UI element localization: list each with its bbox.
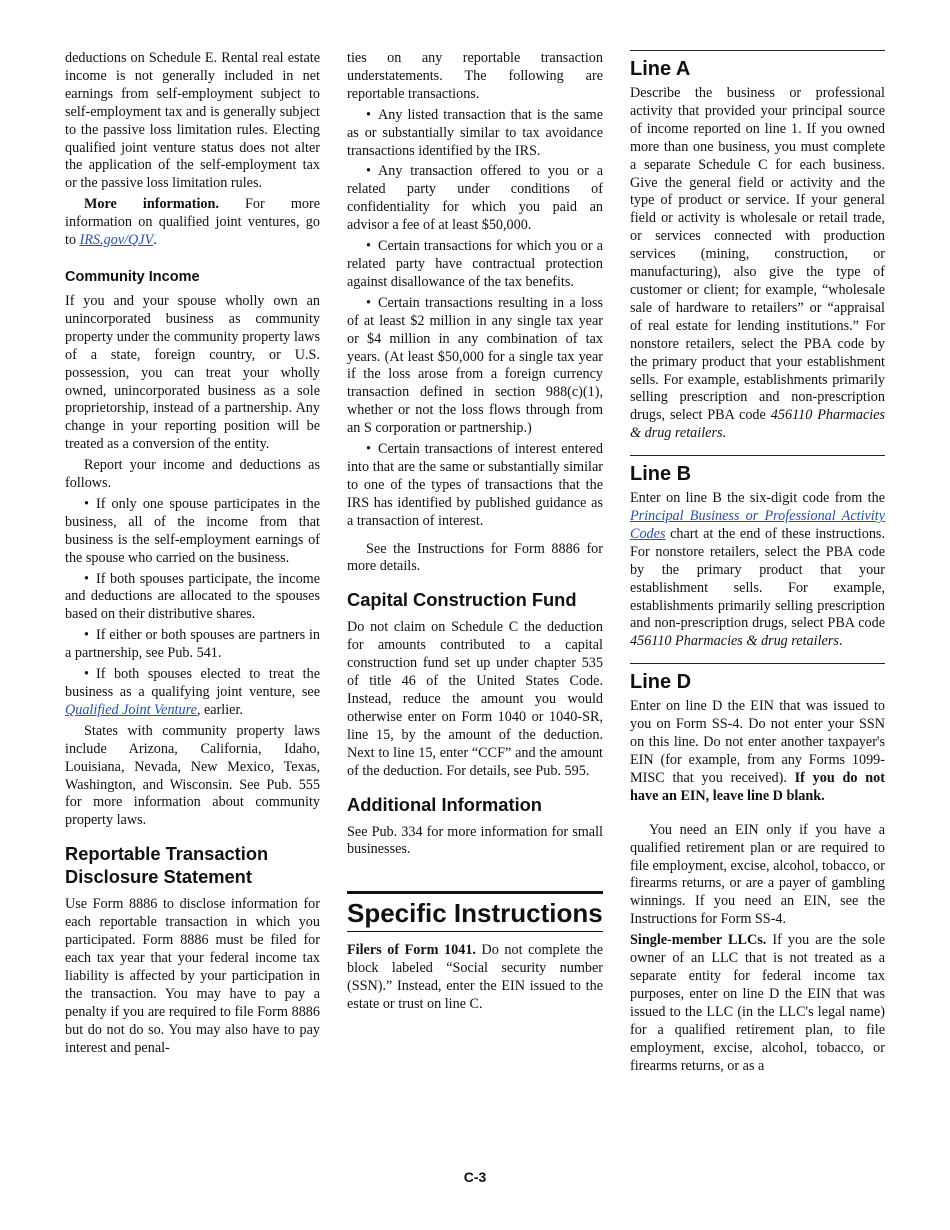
paragraph: Use Form 8886 to disclose information for each reportable transaction in which you participated. Form 8886 must be filed for each tax year that your federal income tax liability is affected by your participation in the transaction. You may have to pay a penalty if you are required to file Form 8886 but do not do so. You may also have to pay interest and penal- — [65, 896, 320, 1056]
bullet-icon: • — [84, 570, 89, 587]
paragraph: See Pub. 334 for more information for small businesses. — [347, 823, 603, 858]
paragraph: Do not claim on Schedule C the deduction for amounts contributed to a capital construction fund set up under chapter 535 of title 46 of the United States Code. Instead, reduce the amount you would otherwise enter on Form 1040 or 1040-SR, line 15, by the amount of the deduction. Next to line 15, enter “CCF” and the amount of the deduction. For details, see Pub. 595. — [347, 619, 603, 779]
paragraph: You need an EIN only if you have a qualified retirement plan or are required to file employment, excise, alcohol, tobacco, or firearms returns, or are a payer of gambling winnings. If you need an EIN, see the Instructions for Form SS-4. — [630, 821, 885, 928]
line-d-heading: Line D — [630, 663, 885, 694]
bullet-icon: • — [366, 106, 371, 123]
community-income-heading: Community Income — [65, 268, 200, 285]
list-item: • If both spouses elected to treat the business as a qualifying joint venture, see Qualified Joint Venture, earlier. — [65, 666, 320, 718]
qualified-joint-venture-link[interactable]: Qualified Joint Venture — [65, 701, 197, 718]
list-item: • Any listed transaction that is the same as or substantially similar to tax avoidance transactions identified by the IRS. — [347, 106, 603, 159]
pba-codes-link[interactable]: Principal Business or Professional Activity Codes — [630, 508, 885, 542]
paragraph: States with community property laws include Arizona, California, Idaho, Louisiana, Nevada, New Mexico, Texas, Washington, and Wisconsin. See Pub. 555 for more information about community property laws. — [65, 722, 320, 829]
list-item: • If both spouses participate, the income and deductions are allocated to the spouses based on their distributive shares. — [65, 570, 320, 623]
capital-construction-fund-heading: Capital Construction Fund — [347, 589, 577, 611]
specific-instructions-heading: Specific Instructions — [347, 891, 603, 932]
bullet-icon: • — [366, 294, 371, 311]
list-item: • If either or both spouses are partners in a partnership, see Pub. 541. — [65, 627, 320, 662]
reportable-transaction-heading: Reportable Transaction Disclosure Statement — [65, 843, 269, 888]
run-in-heading: Single-member LLCs. — [630, 932, 767, 949]
line-b-heading: Line B — [630, 455, 885, 486]
column-2 — [347, 50, 603, 1017]
run-in-heading: More information. — [84, 196, 219, 213]
bullet-icon: • — [366, 163, 371, 180]
paragraph: See the Instructions for Form 8886 for more details. — [347, 540, 603, 575]
bullet-icon: • — [366, 441, 371, 458]
list-item: • If only one spouse participates in the business, all of the income from that business is the self-employment earnings of the spouse who carried on the business. — [65, 495, 320, 566]
column-1 — [65, 50, 320, 1060]
list-item: • Certain transactions resulting in a loss of at least $2 million in any single tax year or $4 million in any combination of tax years. (At least $50,000 for a single tax year if the loss arose from a foreign currency transaction defined in section 988(c)(1), whether or not the loss flows through from an S corporation or partnership.) — [347, 294, 603, 437]
bullet-icon: • — [84, 627, 89, 644]
run-in-heading: Filers of Form 1041. — [347, 942, 476, 959]
paragraph: ties on any reportable transaction understatements. The following are reportable transactions. — [347, 50, 603, 102]
paragraph: Report your income and deductions as follows. — [65, 457, 320, 492]
line-d-paragraph: Enter on line D the EIN that was issued to you on Form SS-4. Do not enter your SSN on this line. Do not enter another taxpayer's EIN (for example, from any Forms 1099-MISC that you received). If you do not have an EIN, leave line D blank. — [630, 698, 885, 804]
paragraph: deductions on Schedule E. Rental real estate income is not generally included in net earnings from self-employment subject to self-employment tax and is generally subject to the passive loss limitation rules. Electing qualified joint venture status does not alter the application of the self-employment tax or the passive loss limitation rules. — [65, 50, 320, 192]
line-a-heading: Line A — [630, 50, 885, 81]
page-number: C-3 — [463, 1169, 487, 1185]
more-information-paragraph: More information. For more information on qualified joint ventures, go to IRS.gov/QJV. — [65, 196, 320, 249]
column-3 — [630, 50, 885, 1078]
bullet-icon: • — [366, 238, 371, 255]
qjv-link[interactable]: IRS.gov/QJV — [79, 232, 154, 249]
paragraph: If you and your spouse wholly own an unincorporated business as community property under the community property laws of a state, foreign country, or U.S. possession, you can treat your wholly owned, unincorporated business as a sole proprietorship, instead of a partnership. Any change in your reporting position will be treated as a conversion of the entity. — [65, 292, 320, 453]
list-item: • Certain transactions of interest entered into that are the same or substantially similar to one of the types of transactions that the IRS has identified by published guidance as a transaction of interest. — [347, 441, 603, 529]
list-item: • Certain transactions for which you or a related party have contractual protection against disallowance of the tax benefits. — [347, 238, 603, 290]
line-b-paragraph: Enter on line B the six-digit code from the Principal Business or Professional Activity Codes chart at the end of these instructions. For nonstore retailers, select the PBA code by the primary product that your establishment sells. For example, establishments primarily selling prescription and non-prescription drugs, select PBA code 456110 Pharmacies & drug retailers. — [630, 490, 885, 650]
bullet-icon: • — [84, 495, 89, 512]
additional-information-heading: Additional Information — [347, 793, 542, 815]
single-member-llc-paragraph: Single-member LLCs. If you are the sole owner of an LLC that is not treated as a separate entity for federal income tax purposes, enter on line D the EIN that was issued to the LLC (in the LLC's legal name) for a qualified retirement plan, to file employment, excise, alcohol, tobacco, or firearms returns, or as a — [630, 932, 885, 1074]
list-item: • Any transaction offered to you or a related party under conditions of confidentiality for which you paid an advisor a fee of at least $50,000. — [347, 163, 603, 234]
line-a-paragraph: Describe the business or professional activity that provided your principal source of income reported on line 1. If you owned more than one business, you must complete a separate Schedule C for each business. Give the general field or activity and the type of product or service. If your general field or activity is wholesale or retail trade, or services connected with production services (mining, construction, or manufacturing), also give the type of customer or client; for example, “wholesale sale of hardware to retailers” or “appraisal of real estate for lending institutions.” For nonstore retailers, select the PBA code by the primary product that your establishment sells. For example, establishments primarily selling prescription and non-prescription drugs, select PBA code 456110 Pharmacies & drug retailers. — [630, 85, 886, 442]
bullet-icon: • — [84, 666, 89, 683]
filers-paragraph: Filers of Form 1041. Do not complete the block labeled “Social security number (SSN).” Instead, enter the EIN issued to the estate or trust on line C. — [347, 942, 603, 1013]
